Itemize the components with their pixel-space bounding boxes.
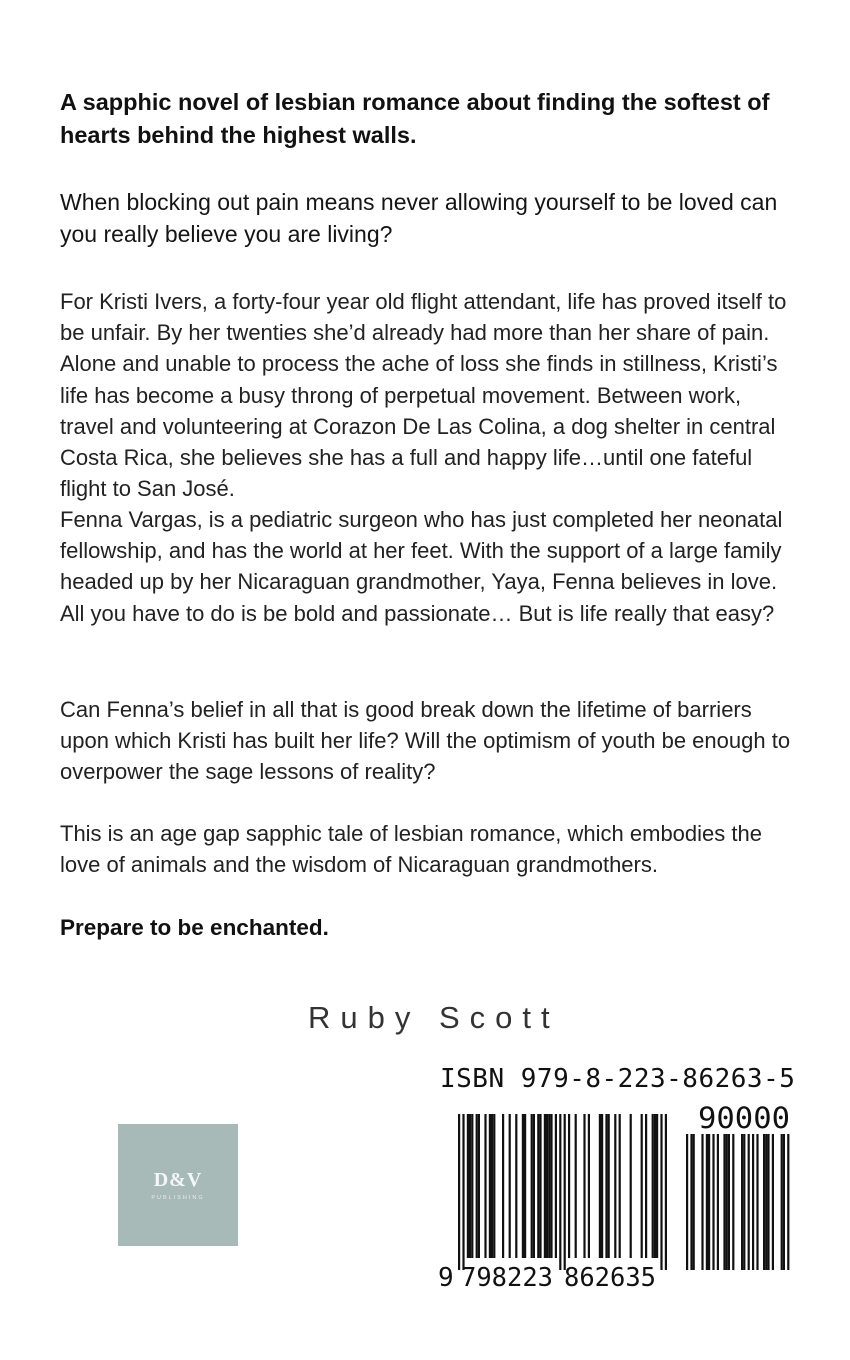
isbn-label: ISBN 979-8-223-86263-5 [440, 1064, 796, 1094]
barcode-bar [476, 1114, 478, 1258]
tagline: A sapphic novel of lesbian romance about finding the softest of hearts behind the highest walls. [60, 89, 770, 148]
barcode-bar [484, 1114, 486, 1258]
barcode-bar [654, 1114, 656, 1258]
barcode-bar [588, 1114, 590, 1258]
barcode-bar [493, 1114, 495, 1258]
barcode-bar [665, 1114, 667, 1270]
barcode-bar [531, 1114, 533, 1258]
barcode-bar [539, 1114, 541, 1258]
publisher-logo-subtext: PUBLISHING [151, 1195, 205, 1201]
barcode-bar [575, 1114, 577, 1258]
publisher-logo-mark: D&V [153, 1169, 203, 1191]
barcode-bar [732, 1134, 734, 1270]
barcode-bar [469, 1114, 471, 1258]
barcode-bar [763, 1134, 765, 1270]
barcode-bar [781, 1134, 783, 1270]
author-name: Ruby Scott [308, 1000, 560, 1035]
barcode-bar [546, 1114, 548, 1258]
barcode-bar [568, 1114, 570, 1258]
barcode-left-digits: 798223 [461, 1263, 553, 1292]
barcode-bar [544, 1114, 546, 1258]
barcode-bar [708, 1134, 710, 1270]
barcode-bar [467, 1114, 469, 1258]
barcode-bar [756, 1134, 758, 1270]
barcode-bar [583, 1114, 585, 1258]
barcode-bar [726, 1134, 728, 1270]
barcode-bar [608, 1114, 610, 1258]
publisher-logo [118, 1124, 238, 1246]
barcode-bar [765, 1134, 767, 1270]
barcode-bar [660, 1114, 662, 1270]
blurb-paragraph-fenna: Fenna Vargas, is a pediatric surgeon who has just completed her neonatal fellowship, and has the world at her feet. With the support of a large family headed up by her Nicaraguan grandmother, Yaya, Fenna believes in love. All you have to do is be bold and passionate… But is life really that easy? [60, 507, 783, 626]
barcode-bar [458, 1114, 460, 1270]
barcode-bar [717, 1134, 719, 1270]
barcode-bar [559, 1114, 561, 1270]
barcode-addon-digits: 90000 [698, 1101, 790, 1135]
barcode-bar [601, 1114, 603, 1258]
barcode-bar [701, 1134, 703, 1270]
barcode-bar [712, 1134, 714, 1270]
barcode-bar [743, 1134, 745, 1270]
opening-question: When blocking out pain means never allowing yourself to be loved can you really believe you are living? [60, 189, 778, 247]
barcode-bar [509, 1114, 511, 1258]
barcode-bar [522, 1114, 524, 1258]
barcode-bar [502, 1114, 504, 1258]
barcode-bar [706, 1134, 708, 1270]
barcode-bar [564, 1114, 566, 1270]
barcode-bar [489, 1114, 491, 1258]
barcode-bar [605, 1114, 607, 1258]
barcode-right-digits: 862635 [564, 1263, 656, 1292]
barcode-bar [599, 1114, 601, 1258]
barcode-bar [524, 1114, 526, 1258]
barcode-bar [693, 1134, 695, 1270]
barcode-bar [690, 1134, 692, 1270]
barcode-bar [462, 1114, 464, 1270]
barcode-bar [548, 1114, 550, 1258]
barcode-bar [748, 1134, 750, 1270]
barcode-bar [550, 1114, 552, 1258]
barcode-bar [783, 1134, 785, 1270]
barcode-bar [652, 1114, 654, 1258]
barcode-leading-digit: 9 [438, 1263, 454, 1292]
barcode-bar [686, 1134, 688, 1270]
barcode-bar [471, 1114, 473, 1258]
barcode-bar [645, 1114, 647, 1258]
barcode-bar [787, 1134, 789, 1270]
isbn-barcode [436, 1100, 796, 1292]
barcode-bar [619, 1114, 621, 1258]
blurb-paragraph-questions: Can Fenna’s belief in all that is good break down the lifetime of barriers upon which Kristi has built her life? Will the optimism of youth be enough to overpower the sage lessons of reality? [60, 697, 791, 785]
barcode-bar [656, 1114, 658, 1258]
barcode-bar [478, 1114, 480, 1258]
barcode-bar [772, 1134, 774, 1270]
blurb-paragraph-summary: This is an age gap sapphic tale of lesbian romance, which embodies the love of animals and the wisdom of Nicaraguan grandmothers. [60, 821, 762, 878]
barcode-bar [752, 1134, 754, 1270]
barcode-bar [728, 1134, 730, 1270]
barcode-bar [491, 1114, 493, 1258]
barcode-bar [533, 1114, 535, 1258]
barcode-bar [537, 1114, 539, 1258]
barcode-bar [630, 1114, 632, 1258]
barcode-bar [767, 1134, 769, 1270]
barcode-bar [555, 1114, 557, 1258]
barcode-bar [723, 1134, 725, 1270]
barcode-bar [515, 1114, 517, 1258]
closing-line: Prepare to be enchanted. [60, 915, 329, 940]
barcode-bar [614, 1114, 616, 1258]
blurb-paragraph-kristi: For Kristi Ivers, a forty-four year old flight attendant, life has proved itself to be unfair. By her twenties she’d already had more than her share of pain. Alone and unable to process the ache of loss she finds in stillness, Kristi’s life has become a busy throng of perpetual movement. Between work, travel and volunteering at Corazon De Las Colina, a dog shelter in central Costa Rica, she believes she has a full and happy life…until one fateful flight to San José. [60, 289, 787, 502]
barcode-bar [641, 1114, 643, 1258]
barcode-bar [741, 1134, 743, 1270]
